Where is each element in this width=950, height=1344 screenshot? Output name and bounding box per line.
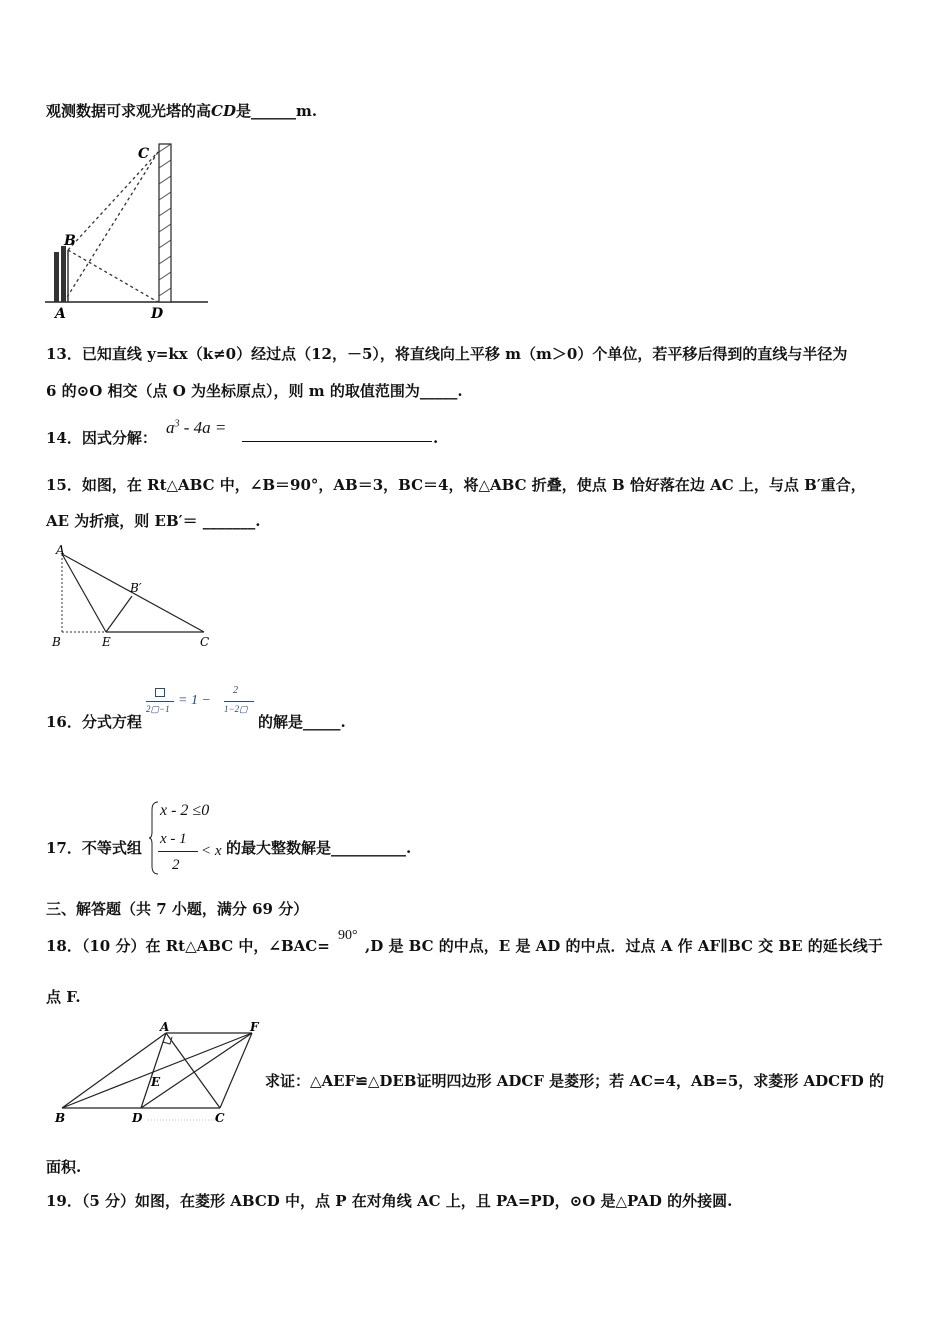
- q12-post: 是______m.: [235, 102, 318, 120]
- sightline-bd: [68, 250, 158, 302]
- label-C: C: [200, 635, 210, 649]
- q13-line2: 6 的⊙O 相交（点 O 为坐标原点），则 m 的取值范围为_____.: [46, 382, 463, 400]
- label-C: C: [138, 146, 150, 162]
- q14-expr-rest: - 4a =: [179, 418, 227, 437]
- q16-frac1-bar: [146, 701, 174, 702]
- label-B: B: [52, 635, 61, 649]
- section3-title: 三、解答题（共 7 小题，满分 69 分）: [46, 900, 309, 918]
- q19-text: 19．（5 分）如图，在菱形 ABCD 中，点 P 在对角线 AC 上，且 PA=PD，⊙O 是△PAD 的外接圆.: [46, 1192, 733, 1210]
- segment-ad: [141, 1033, 166, 1108]
- q17-brace: [148, 800, 160, 876]
- label-C: C: [215, 1111, 225, 1125]
- label-D: D: [151, 306, 164, 322]
- q17-frac-bar: [158, 851, 198, 852]
- q12-figure: [40, 138, 215, 328]
- segment-ab: [62, 1033, 166, 1108]
- q16-frac2-bar: [224, 701, 254, 702]
- label-A: A: [160, 1020, 170, 1034]
- q17-tail: 的最大整数解是__________.: [226, 839, 412, 857]
- label-A: A: [55, 306, 66, 322]
- label-E: E: [151, 1075, 161, 1089]
- label-B: B: [55, 1111, 66, 1125]
- q13-line1: 13．已知直线 y=kx（k≠0）经过点（12，－5），将直线向上平移 m（m＞0）个单位，若平移后得到的直线与半径为: [46, 345, 848, 363]
- q16-frac2-num: 2: [233, 685, 238, 696]
- q14-expression: [166, 418, 226, 438]
- q14-expr-a: a: [166, 418, 175, 437]
- q12-var: CD: [211, 102, 236, 120]
- q17-row1: x - 2 ≤0: [160, 802, 210, 819]
- q17-label: 17．不等式组: [46, 839, 142, 857]
- label-D: D: [132, 1111, 143, 1125]
- q12-tail-text: [46, 104, 317, 119]
- sightline-bc: [68, 152, 158, 250]
- label-B: B: [64, 233, 76, 249]
- q14-label: 14．因式分解：: [46, 429, 157, 447]
- q16-tail: 的解是_____.: [258, 713, 346, 731]
- label-F: F: [250, 1020, 259, 1034]
- label-A: A: [56, 543, 65, 557]
- sightline-ac: [64, 152, 158, 302]
- q16-frac2-den: 1−2▢: [224, 704, 248, 714]
- q18-post: ,D 是 BC 的中点，E 是 AD 的中点．过点 A 作 AF∥BC 交 BE 的延长线于: [365, 937, 883, 955]
- q15-figure: [48, 542, 218, 654]
- q12-pre: 观测数据可求观光塔的高: [46, 102, 212, 120]
- segment-ac: [166, 1033, 220, 1108]
- q16-label: 16．分式方程: [46, 713, 142, 731]
- q15-line1: 15．如图，在 Rt△ABC 中，∠B＝90°，AB＝3，BC＝4，将△ABC 折叠，使点 B 恰好落在边 AC 上，与点 B′重合，: [46, 476, 866, 494]
- q15-line2: AE 为折痕，则 EB′＝ _______.: [46, 512, 261, 530]
- q18-line3: 面积.: [46, 1158, 82, 1176]
- q18-figure: [50, 1020, 265, 1130]
- q18-line2: 点 F.: [46, 988, 81, 1006]
- q18-proof-text: 求证：△AEF≌△DEB证明四边形 ADCF 是菱形；若 AC=4，AB=5，求菱形 ADCFD 的: [265, 1072, 884, 1090]
- q17-frac-den: 2: [172, 857, 180, 873]
- q18-pre: 18．（10 分）在 Rt△ABC 中，∠BAC=: [46, 937, 330, 955]
- q18-angle: 90°: [338, 928, 358, 943]
- building-ab: [61, 246, 66, 302]
- q16-eq-sign: = 1 −: [178, 693, 211, 708]
- q17-frac-num: x - 1: [160, 831, 187, 847]
- building-ab-back: [54, 252, 59, 302]
- q16-frac1-num: [155, 688, 165, 697]
- q14-expr-exp: 3: [174, 418, 180, 430]
- label-E: E: [102, 635, 111, 649]
- q17-ineq: < x: [201, 843, 222, 859]
- segment-eb-prime: [106, 596, 132, 632]
- q14-tail: .: [433, 429, 439, 447]
- q14-answer-blank: [242, 441, 432, 442]
- label-B-prime: B′: [130, 581, 142, 595]
- q16-equation: [146, 685, 256, 724]
- q16-frac1-den: 2▢−1: [146, 704, 170, 714]
